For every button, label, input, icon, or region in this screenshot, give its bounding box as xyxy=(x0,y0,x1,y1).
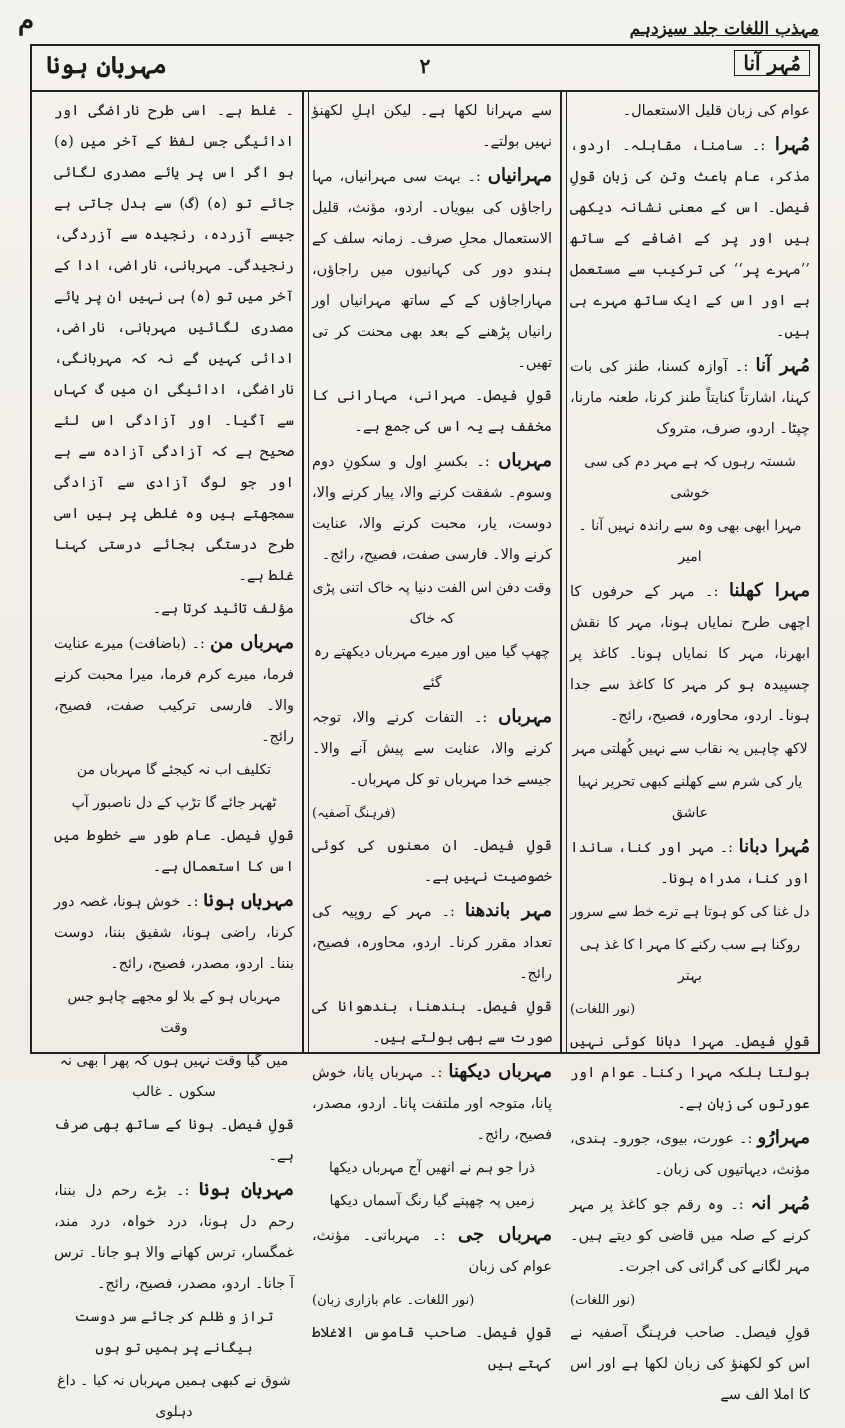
entry-headword: مُہر انہ xyxy=(750,1193,810,1214)
source-citation: (فرہنگ آصفیہ) xyxy=(312,806,396,821)
entry-headword: مہرباں جی xyxy=(458,1224,552,1245)
text-column-middle xyxy=(312,96,552,1372)
verse-line: تکلیف اب نہ کیجئے گا مہرباں من xyxy=(76,762,272,778)
corner-mark: م xyxy=(18,6,35,36)
paragraph: ۔ غلط ہے۔ اسی طرح ناراضگی اور ادائیگی جس لفظ کے آخر میں (ہ) ہو اگر اس پر یائے مصدری لگائی جائے تو (ہ) (گ) سے بدل جاتی ہے جیسے آزردہ، رنجیدہ سے آزردگی، رنجیدگی۔ مہربانی، ناراضی، ادا کے آخر میں تو (ہ) ہی نہیں ان پر یائے مصدری لگائیں مہربانی، ناراضی، ادائی کہیں گے نہ کہ مہربانگی، ناراضگی، ادائیگی ان میں گ کہاں سے آگیا۔ اور آزادگی اس لئے صحیح ہے کہ آزادگی آزادہ سے ہے اور جو لوگ آزادی سے آزادگی سمجھتے ہیں وہ غلطی پر ہیں اسی طرح درستگی بجائے درستی کہنا غلط ہے۔ xyxy=(54,103,294,584)
dictionary-entry xyxy=(570,129,810,348)
entry-definition: :۔ عورت، بیوی، جورو۔ ہندی، مؤنث، دیہاتیوں کی زبان۔ xyxy=(570,1131,810,1178)
entry-definition: :۔ مہر کے روپیہ کی تعداد مقرر کرنا۔ اردو، محاورہ، فصیح، رائج۔ xyxy=(312,904,552,982)
paragraph: قولِ فیصل۔ ہونا کے ساتھ بھی صرف ہے۔ xyxy=(54,1117,294,1164)
paragraph: قولِ فیصل۔ ان معنوں کی کوئی خصوصیت نہیں ہے۔ xyxy=(312,838,552,885)
dictionary-entry xyxy=(54,627,294,753)
paragraph: عوام کی زبان قلیل الاستعمال۔ xyxy=(622,103,810,119)
verse-line: دل غنا کی کو ہوتا ہے ترے خط سے سرور xyxy=(570,904,810,920)
entry-definition: :۔ خوش ہونا، غصہ دور کرنا، راضی ہونا، شفیق بننا، دوست بننا۔ اردو، مصدر، فصیح، رائج۔ xyxy=(54,894,294,972)
dictionary-entry xyxy=(312,1056,552,1151)
dictionary-entry xyxy=(312,701,552,796)
source-citation: (نور اللغات۔ عام بازاری زبان) xyxy=(312,1293,475,1308)
dictionary-entry xyxy=(570,1122,810,1186)
entry-headword: مُہرا دبانا xyxy=(738,836,810,857)
entry-headword: مہرا کھلنا xyxy=(728,580,810,601)
entry-definition: :۔ مہر کے حرفوں کا اچھی طرح نمایاں ہونا، مہر کا نقش ابھرنا، مہر کا نمایاں ہونا۔ کاغذ پر چسپیدہ ہو کر مہر کا کاغذ سے جدا ہونا۔ اردو، محاورہ، فصیح، رائج۔ xyxy=(570,584,810,724)
paragraph: قولِ فیصل۔ صاحب قاموس الاغلاط کہتے ہیں xyxy=(312,1325,552,1372)
entry-headword: مہرارُو xyxy=(757,1127,810,1148)
source-citation: (نور اللغات) xyxy=(570,1002,636,1017)
verse-line: میں گیا وقت نہیں ہوں کہ پھر آ بھی نہ سکوں ۔ غالب xyxy=(59,1053,289,1100)
verse-line: یار کی شرم سے کھلنے کبھی تحریر نہیا عاشق xyxy=(577,774,803,821)
dictionary-entry xyxy=(312,895,552,990)
paragraph: سے مہرانا لکھا ہے۔ لیکن اہلِ لکھنؤ نہیں بولتے۔ xyxy=(312,103,552,150)
entry-definition: :۔ سامنا، مقابلہ۔ اردو، مذکر، عام باعث وتن کی زبان قولِ فیصل۔ اس کے معنی نشانہ دیکھی ہیں اور پر کے اضافے کے ساتھ ’’مہرے پر‘‘ کی ترکیب سے مستعمل ہے اور اس کے ایک ساتھ مہرے ہی ہیں۔ xyxy=(570,138,810,340)
verse-line: شستہ رہوں کہ ہے مہر دم کی سی خوشی xyxy=(584,454,796,501)
entry-headword: مُہر آنا xyxy=(755,355,810,376)
entry-headword: مہربان ہونا xyxy=(198,1179,294,1200)
entry-definition: :۔ التفات کرنے والا، توجہ کرنے والا، عنایت سے پیش آنے والا۔ جیسے خدا مہرباں تو کل مہرباں۔ xyxy=(312,710,552,788)
paragraph: قولِ فیصل۔ مہرانی، مہارانی کا مخفف ہے یہ اس کی جمع ہے۔ xyxy=(312,388,552,435)
header-row xyxy=(32,46,818,92)
entry-definition: :۔ مہربانی۔ مؤنث، عوام کی زبان xyxy=(312,1228,552,1275)
verse-line: مہرا ابھی بھی وہ سے راندہ نہیں آنا ۔ امیر xyxy=(578,518,802,565)
verse-line: ذرا جو ہم نے انھیں آج مہرباں دیکھا xyxy=(328,1160,536,1176)
entry-headword: مہر باندھنا xyxy=(464,900,552,921)
dictionary-entry xyxy=(54,1174,294,1300)
verse-line: مہرباں ہو کے بلا لو مجھے چاہو جس وقت xyxy=(67,989,281,1036)
entry-definition: :۔ بہت سی مہرانیاں، مہا راجاؤں کی بیویاں۔ اردو، مؤنث، قلیل الاستعمال محلِ صرف۔ زمانہ سلف کے ہندو دور کی کہانیوں میں راجاؤں، مہاراجاؤں کے کے ساتھ مہرانیاں اور رانیاں پڑھنے کے بعد بھی محنت کر تی تھیں۔ xyxy=(312,169,552,371)
entry-definition: :۔ بکسرِ اول و سکونِ دوم وسوم۔ شفقت کرنے والا، پیار کرنے والا، دوست، یار، محبت کرنے والا، عنایت کرنے والا۔ فارسی صفت، فصیح، رائج۔ xyxy=(312,454,552,563)
source-citation: (نور اللغات) xyxy=(570,1293,636,1308)
dictionary-entry xyxy=(570,1188,810,1283)
verse-line: وقت دفن اس الفت دنیا پہ خاک اتنی پڑی کہ خاک xyxy=(312,580,552,627)
entry-headword: مہرباں ہونا xyxy=(203,890,294,911)
header-left-title: مہربان ہونا xyxy=(46,50,167,79)
verse-line: لاکھ چاہیں یہ نقاب سے نہیں کُھلتی مہر xyxy=(572,741,808,757)
column-divider xyxy=(560,90,562,1052)
entry-headword: مہرباں دیکھنا xyxy=(448,1061,552,1082)
verse-line: چھپ گیا میں اور میرے مہرباں دیکھتے رہ گئے xyxy=(313,644,551,691)
paragraph: قولِ فیصل۔ عام طور سے خطوط میں اس کا استعمال ہے۔ xyxy=(54,828,294,875)
entry-definition: :۔ آوازہ کسنا، طنز کی بات کہنا، اشارتاً کنایتاً طنز کرنا، طعنہ مارنا، چپٹا۔ اردو، صرف، متروک xyxy=(570,359,810,437)
paragraph: مؤلف تائید کرتا ہے۔ xyxy=(152,601,294,617)
entry-definition: :۔ وہ رقم جو کاغذ پر مہر کرنے کے صلہ میں قاضی کو دیتے ہیں۔ مہر لگانے کی گرائی کی اجرت۔ xyxy=(570,1197,810,1275)
page-frame xyxy=(30,44,820,1420)
dictionary-entry xyxy=(54,885,294,980)
entry-headword: مہرباں xyxy=(498,450,552,471)
verse-line: تراز و ظلم کر جائے سر دوست بیگانے پر ہمیں تو ہوں xyxy=(74,1309,274,1356)
dictionary-entry xyxy=(312,1219,552,1283)
dictionary-entry xyxy=(312,445,552,571)
text-column-left xyxy=(54,96,294,1420)
entry-definition: :۔ مہرباں پانا، خوش پانا، متوجہ اور ملتفت پانا۔ اردو، مصدر، فصیح، رائج۔ xyxy=(312,1065,552,1143)
column-divider xyxy=(302,90,304,1052)
entry-definition: :۔ مہر اور کنا، ساندا اور کنا، مدراہ ہونا۔ xyxy=(570,840,810,887)
dictionary-entry xyxy=(570,575,810,732)
verse-line: ٹھہر جائے گا تڑپ کے دل ناصبور آپ xyxy=(71,795,277,811)
verse-line: زمیں پہ چھپتے گیا رنگ آسماں دیکھا xyxy=(329,1193,535,1209)
entry-headword: مہرباں xyxy=(498,706,552,727)
dictionary-entry xyxy=(312,160,552,379)
dictionary-entry xyxy=(570,350,810,445)
entry-headword: مُہرا xyxy=(774,134,810,155)
paragraph: قولِ فیصل۔ مہرا دبانا کوئی نہیں بولتا بلکہ مہرا رکنا۔ عوام اور عورتوں کی زبان ہے۔ xyxy=(570,1034,810,1112)
page-number: ۲ xyxy=(419,54,431,78)
entry-definition: :۔ (باضافت) میرے عنایت فرما، میرے کرم فرما، میرا محبت کرنے والا۔ فارسی ترکیب صفت، فصیح، رائج۔ xyxy=(54,636,294,745)
text-column-right xyxy=(570,96,810,1403)
entry-definition: :۔ بڑے رحم دل بننا، رحم دل ہونا، درد خواہ، درد مند، غمگسار، ترس کھانے والا ہو جانا۔ ترس آ جانا۔ اردو، مصدر، فصیح، رائج۔ xyxy=(54,1183,294,1292)
verse-line: روکنا ہے سب رکنے کا مہر ا کا غذ ہی بہتر xyxy=(579,937,801,984)
paragraph: قولِ فیصل۔ صاحب فرہنگ آصفیہ نے اس کو لکھنؤ کی زبان لکھا ہے اور اس کا املا الف سے xyxy=(570,1325,810,1403)
entry-headword: مہرباں من xyxy=(210,632,294,653)
book-running-header: مہذب اللغات جلد سیزدہم xyxy=(629,19,819,39)
dictionary-entry xyxy=(570,831,810,895)
verse-line: شوق نے کبھی ہمیں مہرباں نہ کیا ۔ داغ دہلوی xyxy=(57,1373,291,1420)
entry-headword: مہرانیاں xyxy=(487,165,552,186)
header-right-title: مُہر آنا xyxy=(734,50,810,76)
paragraph: قولِ فیصل۔ بندھنا، بندھوانا کی صورت سے بھی بولتے ہیں۔ xyxy=(312,999,552,1046)
